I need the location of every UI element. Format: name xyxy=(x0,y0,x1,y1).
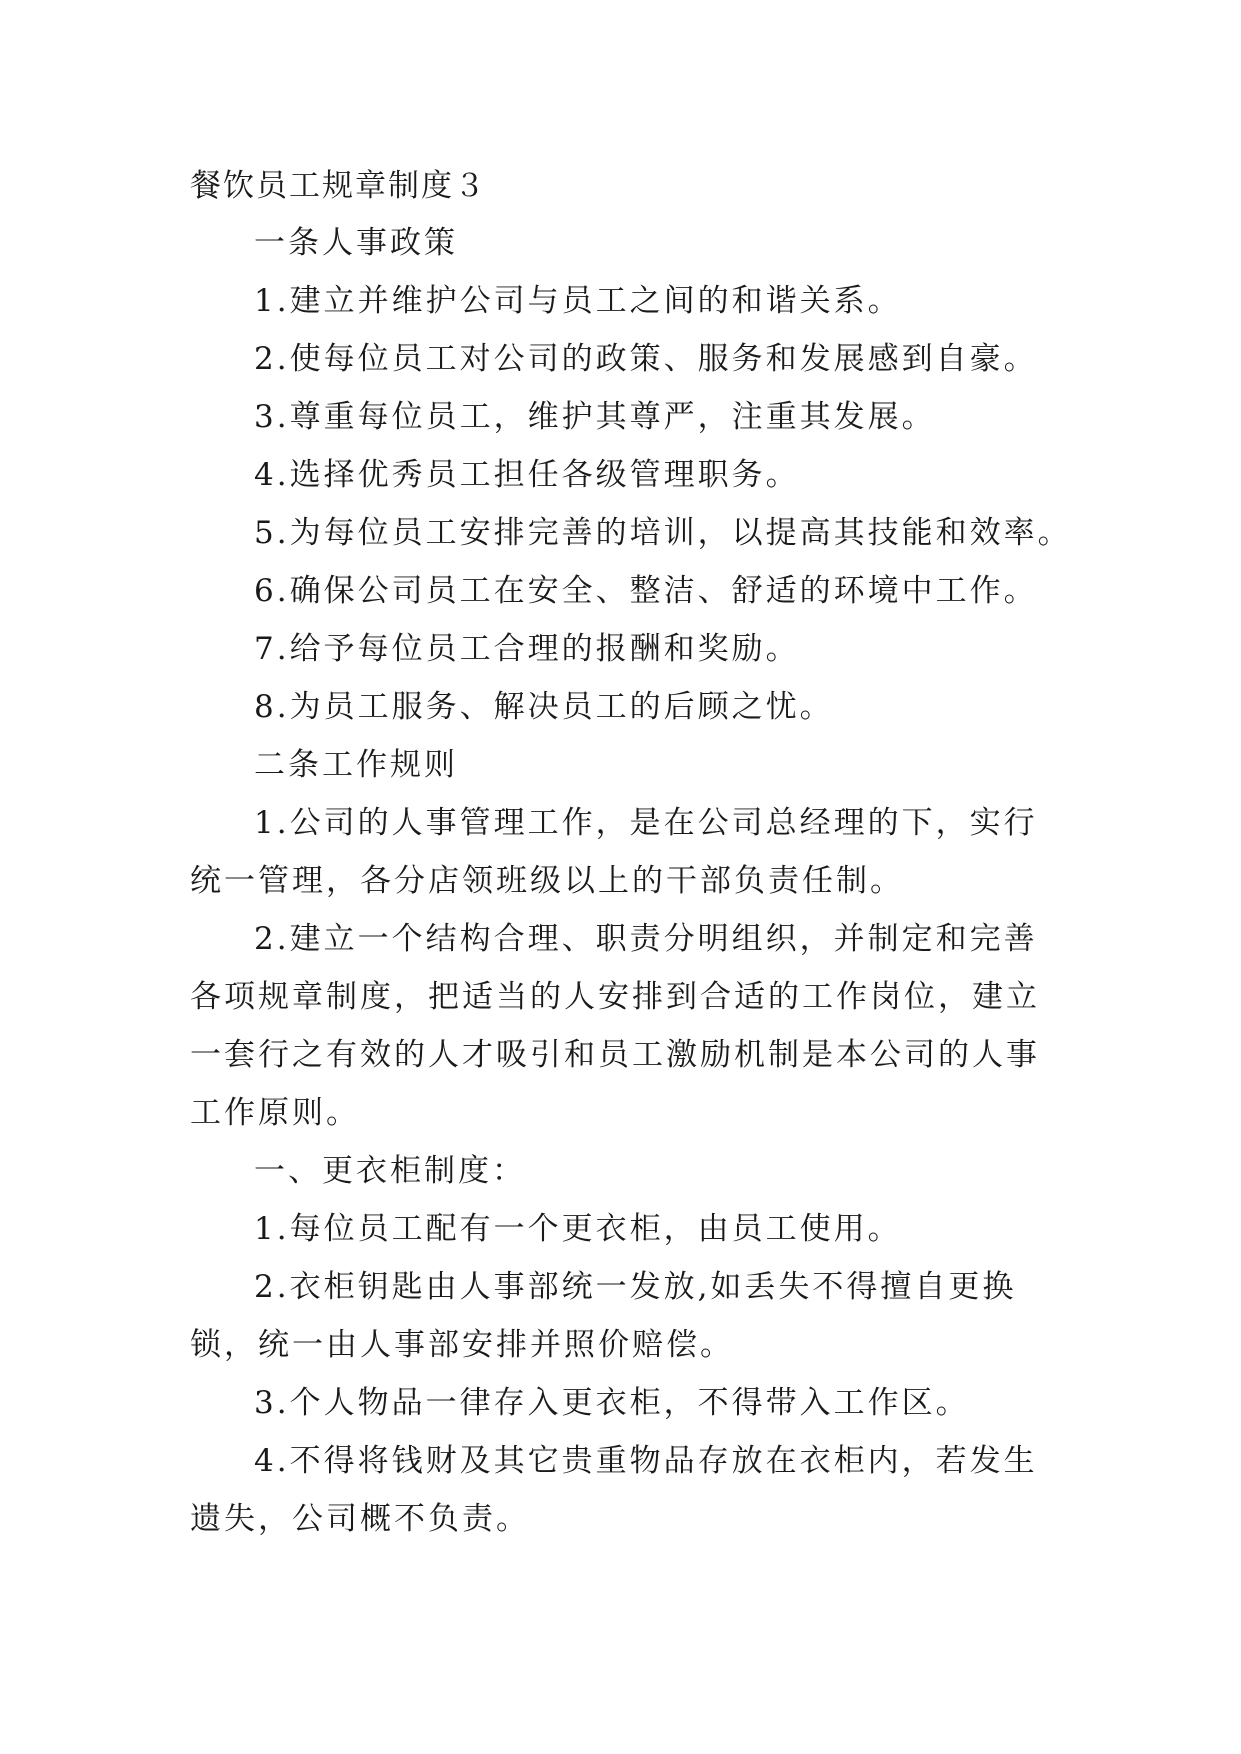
policy-item-7: 7.给予每位员工合理的报酬和奖励。 xyxy=(254,631,800,667)
locker-rule-item-4: 4.不得将钱财及其它贵重物品存放在衣柜内，若发生遗失，公司概不负责。 xyxy=(190,1443,1038,1537)
policy-item-5: 5.为每位员工安排完善的培训，以提高其技能和效率。 xyxy=(254,515,1072,551)
section-heading-personnel-policy: 一条人事政策 xyxy=(254,225,458,261)
document-title: 餐饮员工规章制度３ xyxy=(190,168,487,204)
section-heading-locker-policy: 一、更衣柜制度： xyxy=(254,1153,526,1189)
policy-item-2: 2.使每位员工对公司的政策、服务和发展感到自豪。 xyxy=(254,341,1038,377)
policy-item-8: 8.为员工服务、解决员工的后顾之忧。 xyxy=(254,689,834,725)
locker-rule-item-3: 3.个人物品一律存入更衣柜，不得带入工作区。 xyxy=(254,1385,970,1421)
policy-item-1: 1.建立并维护公司与员工之间的和谐关系。 xyxy=(254,283,902,319)
policy-item-6: 6.确保公司员工在安全、整洁、舒适的环境中工作。 xyxy=(254,573,1038,609)
locker-rule-item-1: 1.每位员工配有一个更衣柜，由员工使用。 xyxy=(254,1211,902,1247)
work-rule-item-1: 1.公司的人事管理工作，是在公司总经理的下，实行统一管理，各分店领班级以上的干部负责任制。 xyxy=(190,805,1038,899)
policy-item-4: 4.选择优秀员工担任各级管理职务。 xyxy=(254,457,800,493)
locker-rule-item-2: 2.衣柜钥匙由人事部统一发放,如丢失不得擅自更换锁，统一由人事部安排并照价赔偿。 xyxy=(190,1269,1017,1363)
document-body xyxy=(190,158,1070,1548)
work-rule-item-2: 2.建立一个结构合理、职责分明组织，并制定和完善各项规章制度，把适当的人安排到合适的工作岗位，建立一套行之有效的人才吸引和员工激励机制是本公司的人事工作原则。 xyxy=(190,921,1040,1131)
section-heading-work-rules: 二条工作规则 xyxy=(254,747,458,783)
policy-item-3: 3.尊重每位员工，维护其尊严，注重其发展。 xyxy=(254,399,936,435)
